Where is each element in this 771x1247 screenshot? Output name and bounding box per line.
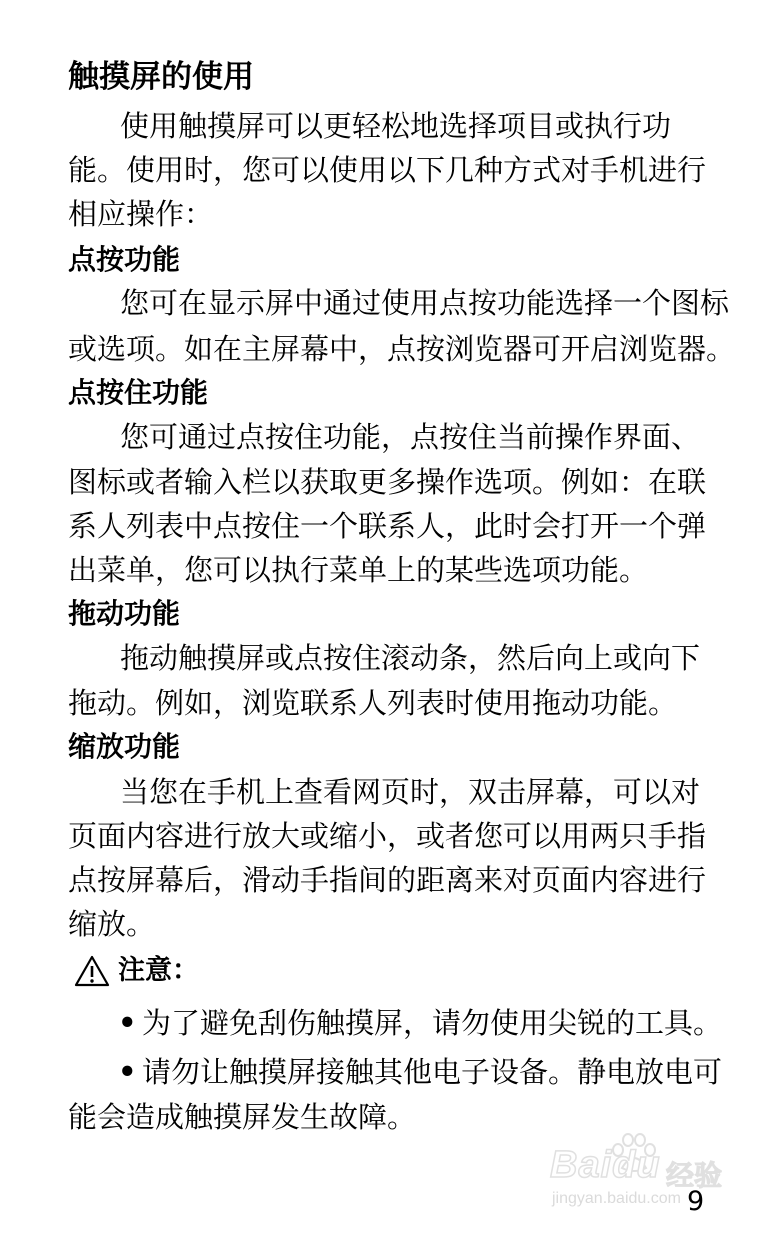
note-bullet-text: 为了避免刮伤触摸屏，请勿使用尖锐的工具。 — [142, 1006, 723, 1040]
note-bullet-continuation: 能会造成触摸屏发生故障。 — [68, 1100, 417, 1134]
section-heading-long-press: 点按住功能 — [68, 376, 209, 409]
intro-line: 能。使用时，您可以使用以下几种方式对手机进行 — [68, 153, 707, 187]
section-line: 缩放。 — [68, 907, 156, 941]
section-line: 出菜单，您可以执行菜单上的某些选项功能。 — [68, 553, 649, 587]
section-line: 系人列表中点按住一个联系人，此时会打开一个弹 — [68, 509, 707, 543]
warning-triangle-icon — [74, 955, 110, 987]
page-title: 触摸屏的使用 — [68, 59, 254, 95]
section-heading-zoom: 缩放功能 — [68, 730, 181, 763]
section-line: 拖动触摸屏或点按住滚动条，然后向上或向下 — [120, 641, 701, 675]
page-number: 9 — [687, 1186, 705, 1217]
section-heading-tap: 点按功能 — [68, 243, 181, 276]
section-line: 您可在显示屏中通过使用点按功能选择一个图标 — [120, 286, 730, 320]
note-heading-label: 注意： — [118, 955, 199, 986]
section-line: 页面内容进行放大或缩小，或者您可以用两只手指 — [68, 819, 707, 853]
section-line: 您可通过点按住功能，点按住当前操作界面、 — [120, 420, 701, 454]
note-heading — [74, 951, 199, 991]
note-bullet-text: 请勿让触摸屏接触其他电子设备。静电放电可 — [142, 1055, 723, 1089]
section-heading-drag: 拖动功能 — [68, 597, 181, 630]
section-line: 点按屏幕后，滑动手指间的距离来对页面内容进行 — [68, 863, 707, 897]
watermark-cn: 经验 — [666, 1159, 723, 1192]
section-line: 图标或者输入栏以获取更多操作选项。例如：在联 — [68, 465, 707, 499]
section-line: 拖动。例如，浏览联系人列表时使用拖动功能。 — [68, 686, 678, 720]
intro-line: 相应操作： — [68, 197, 214, 231]
note-bullet — [118, 1050, 722, 1094]
note-bullet — [118, 1001, 722, 1045]
watermark-url: jingyan.baidu.com — [552, 1190, 681, 1207]
section-line: 或选项。如在主屏幕中，点按浏览器可开启浏览器。 — [68, 332, 736, 366]
watermark-brand: Baidu — [550, 1144, 661, 1186]
bullet-dot: • — [118, 1006, 137, 1040]
bullet-dot: • — [118, 1055, 137, 1089]
section-line: 当您在手机上查看网页时，双击屏幕，可以对 — [120, 775, 701, 809]
intro-line: 使用触摸屏可以更轻松地选择项目或执行功 — [120, 109, 672, 143]
